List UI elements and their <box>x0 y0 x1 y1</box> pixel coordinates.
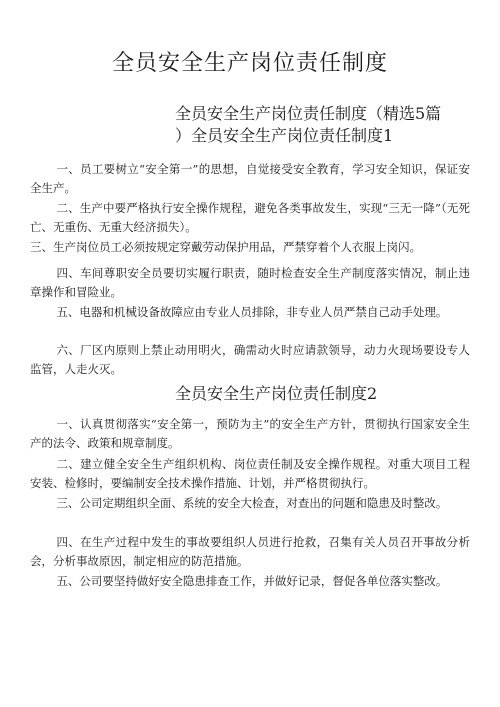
section-1-paragraph-3: 三、生产岗位员工必须按规定穿戴劳动保护用品，严禁穿着个人衣服上岗闪。 <box>30 240 421 254</box>
section-1-heading-line-2: ）全员安全生产岗位责任制度1 <box>175 126 394 145</box>
section-2-heading: 全员安全生产岗位责任制度2 <box>175 384 378 403</box>
section-1-paragraph-5: 五、电器和机械设备故障应由专业人员排除，非专业人员严禁自己动手处理。 <box>56 305 448 319</box>
section-1-paragraph-4: 四、车间尊职安全员要切实履行职责，随时检查安全生产制度落实情况，制止违章操作和冒险业。 <box>30 266 470 299</box>
section-2-paragraph-5: 五、公司要坚持做好安全隐患排查工作，并做好记录，督促各单位落实整改。 <box>56 574 448 588</box>
section-2-paragraph-1: 一、认真贯彻落实“安全第一，预防为主”的安全生产方针，贯彻执行国家安全生产的法令、政策和规章制度。 <box>30 417 470 450</box>
section-2-paragraph-4: 四、在生产过程中发生的事故要组织人员进行抢救，召集有关人员召开事故分析会，分析事故原因，制定相应的防范措施。 <box>30 535 470 568</box>
section-1-heading-line-1: 全员安全生产岗位责任制度（精选5篇 <box>175 104 442 123</box>
section-2-paragraph-2: 二、建立健全安全生产组织机构、岗位责任制及安全操作规程。对重大项目工程安装、检修时，要编制安全技术操作措施、计划，并严格贯彻执行。 <box>30 457 470 490</box>
document-title: 全员安全生产岗位责任制度 <box>111 51 388 76</box>
section-1-paragraph-2: 二、生产中要严格执行安全操作规程，避免各类事故发生，实现“三无一降”（无死亡、无重伤、无重大经济损失）。 <box>30 201 470 234</box>
section-2-paragraph-3: 三、公司定期组织全面、系统的安全大检查，对查出的问题和隐患及时整改。 <box>56 496 448 510</box>
section-1-paragraph-6: 六、厂区内原则上禁止动用明火，确需动火时应请款领导，动力火现场要设专人监管，人走火灭。 <box>30 343 470 376</box>
section-1-paragraph-1: 一、员工要树立“安全第一”的思想，自觉接受安全教育，学习安全知识，保证安全生产。 <box>30 162 470 195</box>
